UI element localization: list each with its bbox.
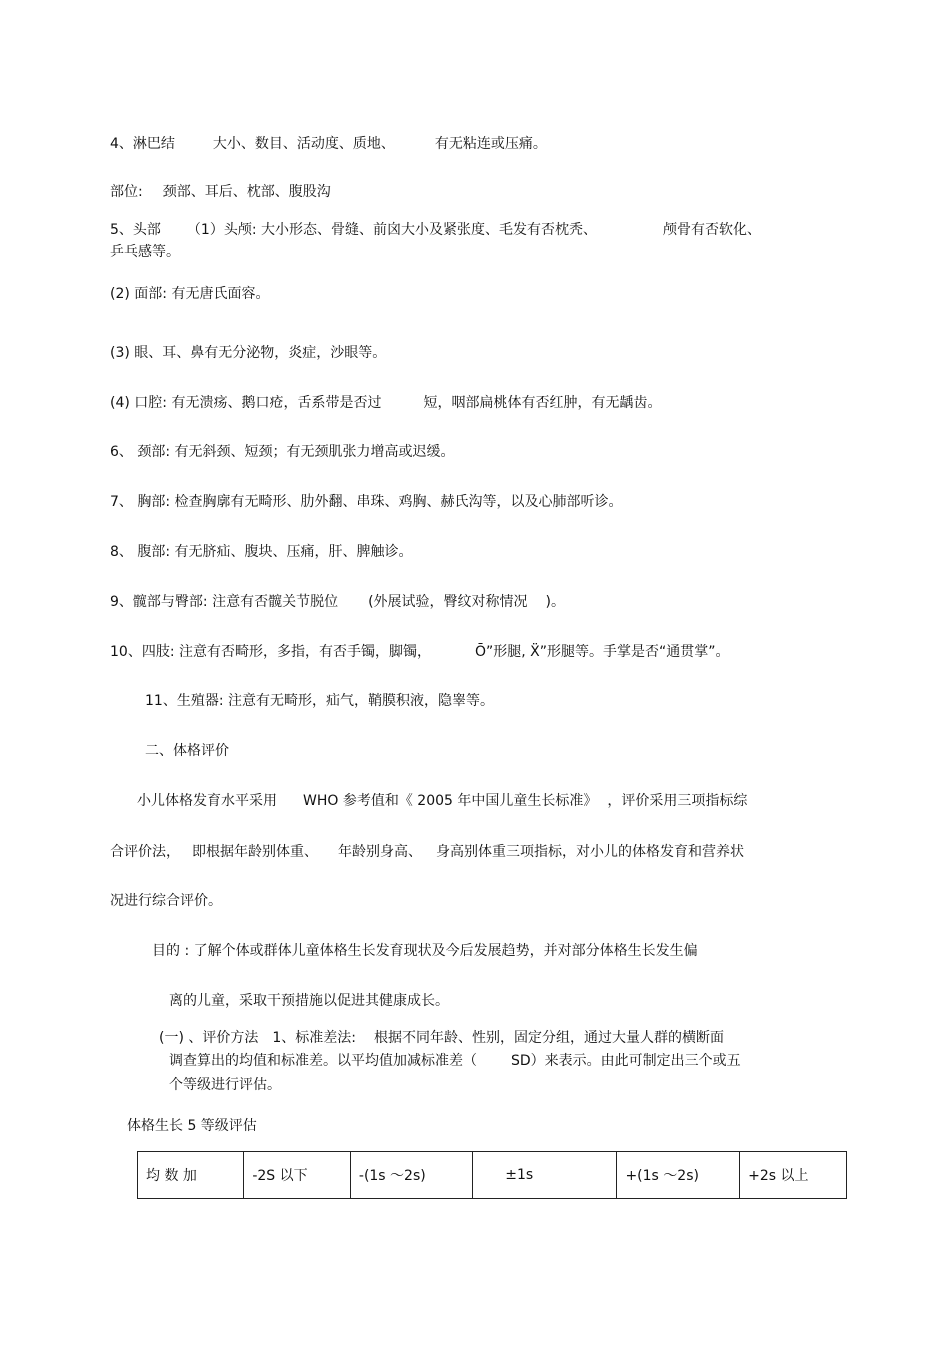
- text: 颅骨有否软化、: [663, 222, 761, 238]
- table-cell: ±1s: [473, 1152, 617, 1199]
- limbs-line: [110, 643, 730, 661]
- evaluation-line-1: [137, 792, 747, 810]
- head-line: [110, 221, 761, 239]
- text: 4、淋巴结: [110, 136, 175, 152]
- text: )。: [545, 594, 566, 610]
- text: 合评价法，: [110, 844, 180, 860]
- text: 调查算出的均值和标准差。以平均值加减标准差（: [169, 1053, 477, 1069]
- table-row: [138, 1152, 847, 1199]
- hip-line: [110, 593, 565, 611]
- text: 10、四肢: 注意有否畸形，多指，有否手镯，脚镯，: [110, 644, 431, 660]
- text: 即根据年龄别体重、: [192, 844, 318, 860]
- text: 根据不同年龄、性别，固定分组，通过大量人群的横断面: [374, 1030, 724, 1046]
- table-cell: -(1s ～2s): [350, 1152, 472, 1199]
- location-line: [110, 183, 331, 201]
- text: (外展试验，臀纹对称情况: [368, 594, 528, 610]
- text: 身高别体重三项指标，对小儿的体格发育和营养状: [436, 844, 744, 860]
- purpose-line-2: 离的儿童，采取干预措施以促进其健康成长。: [169, 993, 449, 1009]
- eyes-line: (3) 眼、耳、鼻有无分泌物，炎症，沙眼等。: [110, 345, 387, 361]
- evaluation-line-2: [110, 843, 744, 861]
- text: Ō”形腿, Ẍ”形腿等。手掌是否“通贯掌”。: [474, 644, 730, 660]
- text: SD）来表示。由此可制定出三个或五: [511, 1053, 741, 1069]
- method-line-1: [159, 1029, 724, 1047]
- table-cell: +(1s ～2s): [617, 1152, 740, 1199]
- section-heading: 二、体格评价: [145, 743, 229, 759]
- chest-line: 7、 胸部: 检查胸廓有无畸形、肋外翻、串珠、鸡胸、赫氏沟等，以及心肺部听诊。: [110, 494, 623, 510]
- head-line-cont: 乒乓感等。: [110, 244, 180, 260]
- text: 大小、数目、活动度、质地、: [212, 136, 395, 152]
- text: 9、髋部与臀部: 注意有否髋关节脱位: [110, 594, 339, 610]
- table-cell: -2S 以下: [244, 1152, 351, 1199]
- neck-line: 6、 颈部: 有无斜颈、短颈；有无颈肌张力增高或迟缓。: [110, 444, 455, 460]
- text: ，评价采用三项指标综: [607, 793, 748, 809]
- text: 5、头部: [110, 222, 161, 238]
- text: 年龄别身高、: [338, 844, 422, 860]
- text: 短，咽部扁桃体有否红肿，有无龋齿。: [423, 395, 662, 411]
- text: 小儿体格发育水平采用: [137, 793, 277, 809]
- table-cell: +2s 以上: [740, 1152, 847, 1199]
- table-cell: 均 数 加: [138, 1152, 244, 1199]
- text: 有无粘连或压痛。: [434, 136, 547, 152]
- genital-line: 11、生殖器: 注意有无畸形，疝气，鞘膜积液，隐睾等。: [145, 693, 494, 709]
- text: 1、标准差法:: [272, 1030, 356, 1046]
- table-caption: 体格生长 5 等级评估: [127, 1118, 257, 1134]
- evaluation-line-3: 况进行综合评价。: [110, 893, 222, 909]
- text: 颈部、耳后、枕部、腹股沟: [162, 184, 331, 200]
- lymph-node-line: [110, 135, 547, 153]
- text: WHO 参考值和《 2005 年中国儿童生长标准》: [303, 793, 598, 809]
- purpose-line-1: 目的 : 了解个体或群体儿童体格生长发育现状及今后发展趋势，并对部分体格生长发生偏: [152, 943, 698, 959]
- mouth-line: [110, 394, 661, 412]
- text: 部位:: [110, 184, 143, 200]
- text: （1）头颅: 大小形态、骨缝、前囟大小及紧张度、毛发有否枕秃、: [186, 222, 597, 238]
- growth-grade-table: [137, 1151, 847, 1199]
- text: (一) 、评价方法: [159, 1030, 259, 1046]
- abdomen-line: 8、 腹部: 有无脐疝、腹块、压痛，肝、脾触诊。: [110, 544, 413, 560]
- method-line-2: [169, 1052, 741, 1070]
- method-line-3: 个等级进行评估。: [169, 1077, 281, 1093]
- text: (4) 口腔: 有无溃疡、鹅口疮，舌系带是否过: [110, 395, 382, 411]
- face-line: (2) 面部: 有无唐氏面容。: [110, 286, 270, 302]
